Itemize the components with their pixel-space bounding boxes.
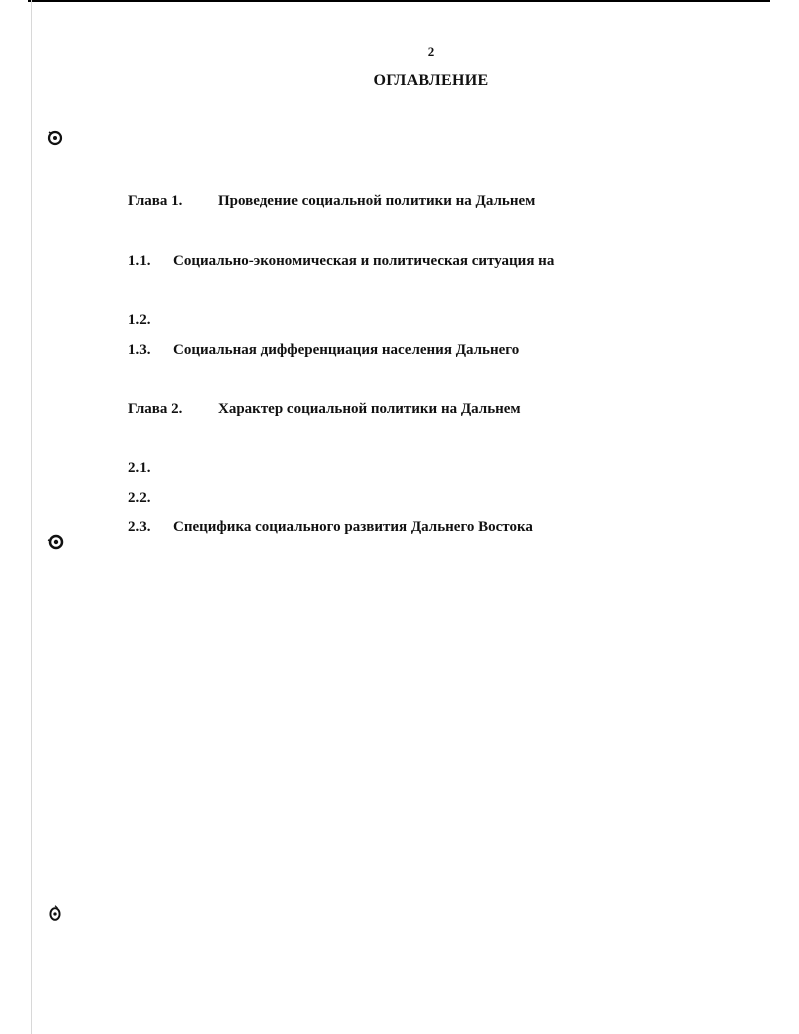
toc-section-title[interactable]: Социально-экономическая и политическая ситуация на [173,253,555,269]
toc-section-number: 2.3. [128,519,151,535]
toc-section-number: 2.1. [128,460,151,476]
toc-section-title[interactable]: Специфика социального развития Дальнего Востока [173,519,533,535]
toc-chapter-title[interactable]: Проведение социальной политики на Дальнем [218,193,536,209]
toc-section-number: 1.3. [128,342,151,358]
toc-section-number: 2.2. [128,490,151,506]
toc-section-number: 1.1. [128,253,151,269]
toc-section-number: 1.2. [128,312,151,328]
toc-section-title[interactable]: Социальная дифференциация населения Дальнего [173,342,520,358]
toc-chapter-title[interactable]: Характер социальной политики на Дальнем [218,401,521,417]
toc-chapter-number: Глава 2. [128,401,183,417]
page-number: 2 [427,44,435,59]
page-title: ОГЛАВЛЕНИЕ [373,72,489,89]
toc-chapter-number: Глава 1. [128,193,183,209]
